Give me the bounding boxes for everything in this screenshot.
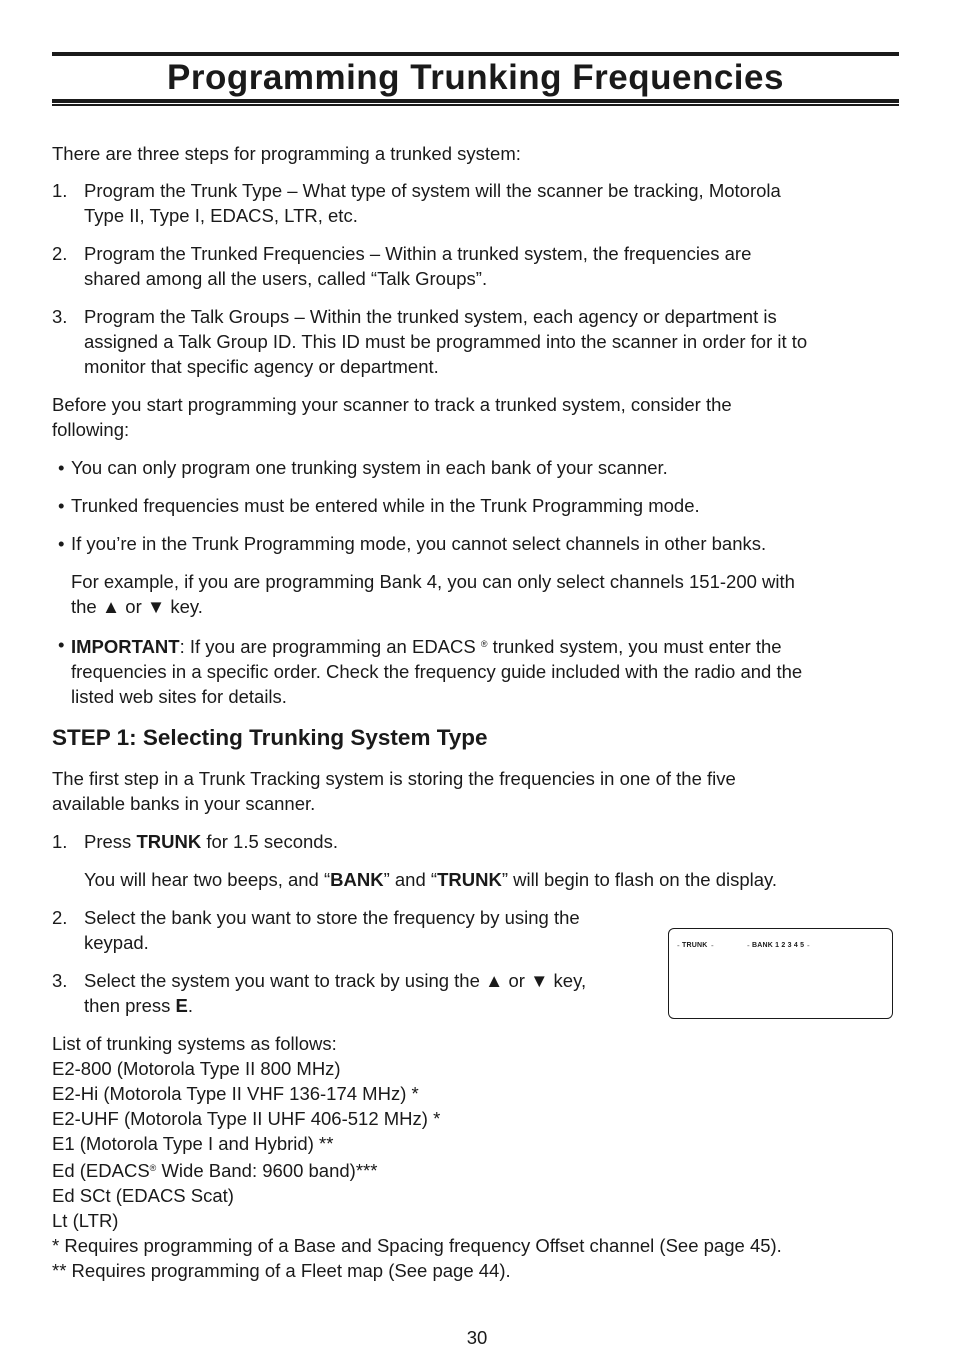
step-text: [84, 241, 751, 291]
step-text: [84, 178, 781, 228]
before-line: Before you start programming your scanner to track a trunked system, consider the: [52, 394, 732, 415]
substep-text: then press: [84, 995, 176, 1016]
system-item: Ed SCt (EDACS Scat): [52, 1185, 234, 1206]
step-line: Program the Talk Groups – Within the trunked system, each agency or department is: [84, 306, 777, 327]
system-item: E2-UHF (Motorola Type II UHF 406-512 MHz) *: [52, 1108, 441, 1129]
system-item: E2-Hi (Motorola Type II VHF 136-174 MHz) *: [52, 1083, 419, 1104]
flash-mark-icon: -: [807, 941, 810, 950]
important-line: listed web sites for details.: [71, 686, 287, 707]
system-item: Lt (LTR): [52, 1210, 119, 1231]
before-line: following:: [52, 419, 130, 440]
substep-text: or: [503, 970, 531, 991]
lcd-trunk-label: TRUNK: [682, 942, 708, 949]
important-post: trunked system, you must enter the: [487, 636, 782, 657]
trunk-label: TRUNK: [437, 869, 502, 890]
step-line: Program the Trunk Type – What type of system will the scanner be tracking, Motorola: [84, 180, 781, 201]
lcd-display: [668, 928, 893, 1019]
intro-text: There are three steps for programming a trunked system:: [52, 143, 521, 164]
step1-substep-2: [84, 905, 580, 955]
flash-mark-icon: -: [747, 941, 750, 950]
substep-text: .: [187, 995, 194, 1016]
system-item: [52, 1156, 782, 1183]
title-rule-top: [52, 52, 899, 56]
bullet-dot: •: [58, 634, 65, 655]
note-text: ” and “: [383, 869, 438, 890]
step-line: Program the Trunked Frequencies – Within a trunked system, the frequencies are: [84, 243, 752, 264]
example-or: or: [120, 596, 147, 617]
important-label: IMPORTANT: [71, 636, 180, 657]
step1-substep-3: [84, 968, 586, 1018]
substep-line: [84, 968, 586, 993]
page-number: 30: [466, 1327, 488, 1348]
system-text: Ed (EDACS: [52, 1160, 150, 1181]
system-item: E1 (Motorola Type I and Hybrid) **: [52, 1133, 334, 1154]
before-text: [52, 392, 732, 442]
substep-line: Select the bank you want to store the frequency by using the: [84, 907, 580, 928]
substep-line: keypad.: [84, 932, 149, 953]
system-item: E2-800 (Motorola Type II 800 MHz): [52, 1058, 341, 1079]
step1-paragraph-line: The first step in a Trunk Tracking system is storing the frequencies in one of the five: [52, 768, 736, 789]
substep-text: Press: [84, 831, 137, 852]
system-text: Wide Band: 9600 band)***: [156, 1160, 378, 1181]
footnote: ** Requires programming of a Fleet map (See page 44).: [52, 1260, 511, 1281]
example-line: [71, 594, 795, 619]
step-number: 1.: [52, 180, 68, 201]
title-rule-bottom: [52, 99, 899, 103]
step-number: 1.: [52, 831, 68, 852]
bullet-dot: •: [58, 533, 65, 554]
e-key-label: E: [175, 995, 188, 1016]
note-text: ” will begin to flash on the display.: [501, 869, 778, 890]
bullet-text: If you’re in the Trunk Programming mode, you cannot select channels in other banks.: [71, 533, 767, 554]
important-pre: : If you are programming an EDACS: [179, 636, 481, 657]
footnote: * Requires programming of a Base and Spacing frequency Offset channel (See page 45).: [52, 1235, 782, 1256]
step-line: shared among all the users, called “Talk Groups”.: [84, 268, 488, 289]
registered-mark: ®: [480, 639, 488, 649]
up-arrow-icon: ▲: [485, 970, 504, 991]
step-number: 3.: [52, 970, 68, 991]
registered-mark: ®: [149, 1163, 157, 1173]
substep-text: key,: [548, 970, 587, 991]
systems-list: [52, 1031, 782, 1283]
example-line: For example, if you are programming Bank 4, you can only select channels 151-200 with: [71, 571, 795, 592]
substep-text: for 1.5 seconds.: [201, 831, 338, 852]
example-pre: the: [71, 596, 102, 617]
lcd-bank-label: BANK 1 2 3 4 5: [752, 942, 805, 949]
bullet-dot: •: [58, 457, 65, 478]
step-line: monitor that specific agency or department.: [84, 356, 439, 377]
step1-paragraph-line: available banks in your scanner.: [52, 793, 316, 814]
step-number: 2.: [52, 243, 68, 264]
page-title: Programming Trunking Frequencies: [167, 58, 784, 97]
step-number: 3.: [52, 306, 68, 327]
trunk-key-label: TRUNK: [136, 831, 202, 852]
step-number: 2.: [52, 907, 68, 928]
step1-paragraph: [52, 766, 736, 816]
step-text: [84, 304, 807, 379]
down-arrow-icon: ▼: [530, 970, 549, 991]
important-line: [71, 632, 802, 659]
bullet-dot: •: [58, 495, 65, 516]
bullet-text: Trunked frequencies must be entered while in the Trunk Programming mode.: [71, 495, 700, 516]
example-post: key.: [165, 596, 203, 617]
important-text: [71, 632, 802, 709]
bank-label: BANK: [330, 869, 384, 890]
flash-mark-icon: -: [711, 941, 714, 950]
substep-text: Select the system you want to track by using the: [84, 970, 486, 991]
title-rule-bottom-thin: [52, 104, 899, 106]
example-text: [71, 569, 795, 619]
step-line: assigned a Talk Group ID. This ID must be programmed into the scanner in order for it to: [84, 331, 808, 352]
up-arrow-icon: ▲: [101, 596, 121, 617]
step-line: Type II, Type I, EDACS, LTR, etc.: [84, 205, 358, 226]
substep-line: [84, 993, 586, 1018]
systems-header: List of trunking systems as follows:: [52, 1033, 337, 1054]
flash-mark-icon: -: [677, 941, 680, 950]
step1-note: [84, 867, 777, 892]
important-line: frequencies in a specific order. Check the frequency guide included with the radio and the: [71, 661, 803, 682]
step1-heading: STEP 1: Selecting Trunking System Type: [52, 725, 488, 750]
step1-substep-1: [84, 829, 338, 854]
note-text: You will hear two beeps, and “: [84, 869, 331, 890]
bullet-text: You can only program one trunking system in each bank of your scanner.: [71, 457, 668, 478]
down-arrow-icon: ▼: [146, 596, 166, 617]
